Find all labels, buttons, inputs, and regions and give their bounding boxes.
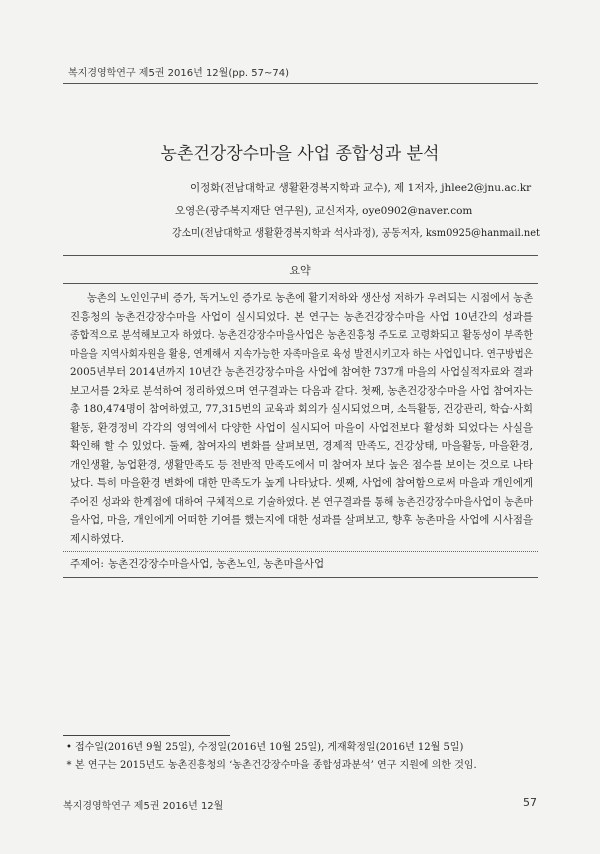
- abstract-line-text: 제시하였다.: [70, 532, 125, 545]
- footnote-marker: •: [66, 742, 72, 753]
- page-number: 57: [523, 796, 537, 809]
- author-text: 오영은(광주복지재단 연구원), 교신저자, oye0902@naver.com: [175, 205, 473, 217]
- abstract-line-text: 확인해 할 수 있었다. 둘째, 참여자의 변화를 살펴보면, 경제적 만족도, 건강상태, 마을활동, 마을환경,: [70, 440, 533, 452]
- abstract-line: [70, 363, 533, 382]
- abstract-line-text: 보고서를 2차로 분석하여 정리하였으며 연구결과는 다음과 같다. 첫째, 농촌건강장수마을 사업 참여자는: [70, 384, 533, 397]
- keywords-label: 주제어:: [70, 558, 104, 570]
- abstract-line-text: 활동, 환경정비 각각의 영역에서 다양한 사업이 실시되어 마을이 사업전보다 활성화 되었다는 사실을: [70, 421, 533, 434]
- running-header: 복지경영학연구 제5권 2016년 12월(pp. 57~74): [68, 68, 290, 79]
- abstract-line-text: 개인생활, 농업환경, 생활만족도 등 전반적 만족도에서 미 참여자 보다 높은 점수를 보이는 것으로 나타: [70, 458, 533, 471]
- abstract-line: [70, 530, 533, 549]
- abstract-line: [70, 493, 533, 512]
- abstract-line-text: 났다. 특히 마을환경 변화에 대한 만족도가 높게 나타났다. 셋째, 사업에 참여함으로써 마을과 개인에게: [70, 477, 533, 489]
- abstract-line: [70, 419, 533, 438]
- abstract-line-text: 진흥청의 농촌건강장수마을 사업이 실시되었다. 본 연구는 농촌건강장수마을 사업 10년간의 성과를: [70, 310, 533, 323]
- footnote-text: 본 연구는 2015년도 농촌진흥청의 ‘농촌건강장수마을 종합성과분석’ 연구 지원에 의한 것임.: [75, 760, 477, 771]
- abstract-line: [70, 308, 533, 327]
- abstract-body: [70, 289, 533, 548]
- abstract-line-text: 을사업, 마을, 개인에게 어떠한 기여를 했는지에 대한 성과를 살펴보고, 향후 농촌마을 사업에 시사점을: [70, 514, 533, 526]
- header-rule: [63, 83, 538, 84]
- abstract-line: [70, 437, 533, 456]
- footnote-rule: [63, 735, 230, 736]
- footnote-text: 접수일(2016년 9월 25일), 수정일(2016년 10월 25일), 게재확정일(2016년 12월 5일): [75, 742, 464, 753]
- abstract-line: [70, 382, 533, 401]
- abstract-line-text: 주어진 성과와 한계점에 대하여 구체적으로 기술하였다. 본 연구결과를 통해 농촌건강장수마을사업이 농촌마: [70, 495, 533, 508]
- keywords-bottom-rule: [63, 577, 538, 578]
- abstract-line-text: 종합적으로 분석해보고자 하였다. 농촌건강장수마을사업은 농촌진흥청 주도로 고령화되고 활동성이 부족한: [70, 329, 533, 341]
- author-line: [172, 225, 540, 241]
- keywords: [70, 556, 533, 572]
- footer-journal: 복지경영학연구 제5권 2016년 12월: [63, 801, 224, 812]
- abstract-line: [70, 456, 533, 475]
- abstract-line: [70, 289, 533, 308]
- author-text: 강소미(전남대학교 생활환경복지학과 석사과정), 공동저자, ksm0925@hanmail.net: [172, 227, 540, 239]
- abstract-line-text: 2005년부터 2014년까지 10년간 농촌건강장수마을 사업에 참여한 737개 마을의 사업실적자료와 결과: [70, 366, 533, 378]
- footnote-marker: *: [66, 760, 72, 771]
- author-line: [175, 203, 540, 219]
- footnote-dates: [63, 740, 540, 755]
- abstract-line-text: 마을을 지역사회자원을 활용, 연계해서 지속가능한 자족마을로 육성 발전시키고자 하는 사업입니다. 연구방법은: [70, 347, 533, 360]
- abstract-line: [70, 511, 533, 530]
- abstract-line: [70, 345, 533, 364]
- abstract-heading: 요약: [289, 264, 311, 277]
- abstract-line: [70, 326, 533, 345]
- keywords-terms: 농촌건강장수마을사업, 농촌노인, 농촌마을사업: [107, 558, 325, 570]
- author-text: 이정화(전남대학교 생활환경복지학과 교수), 제 1저자, jhlee2@jnu.ac.kr: [190, 182, 532, 194]
- abstract-top-rule: [63, 255, 538, 256]
- paper-title: 농촌건강장수마을 사업 종합성과 분석: [160, 144, 440, 164]
- abstract-line: [70, 400, 533, 419]
- abstract-line: [70, 474, 533, 493]
- abstract-line-text: 농촌의 노인인구비 증가, 독거노인 증가로 농촌에 활기저하와 생산성 저하가 우려되는 시점에서 농촌: [87, 292, 533, 304]
- author-line: [190, 180, 540, 196]
- footnote-funding: [63, 758, 540, 773]
- keywords-top-rule: [63, 551, 538, 552]
- abstract-line-text: 총 180,474명이 참여하였고, 77,315번의 교육과 회의가 실시되었으며, 소득활동, 건강관리, 학습·사회: [70, 403, 533, 415]
- abstract-heading-rule: [63, 283, 538, 284]
